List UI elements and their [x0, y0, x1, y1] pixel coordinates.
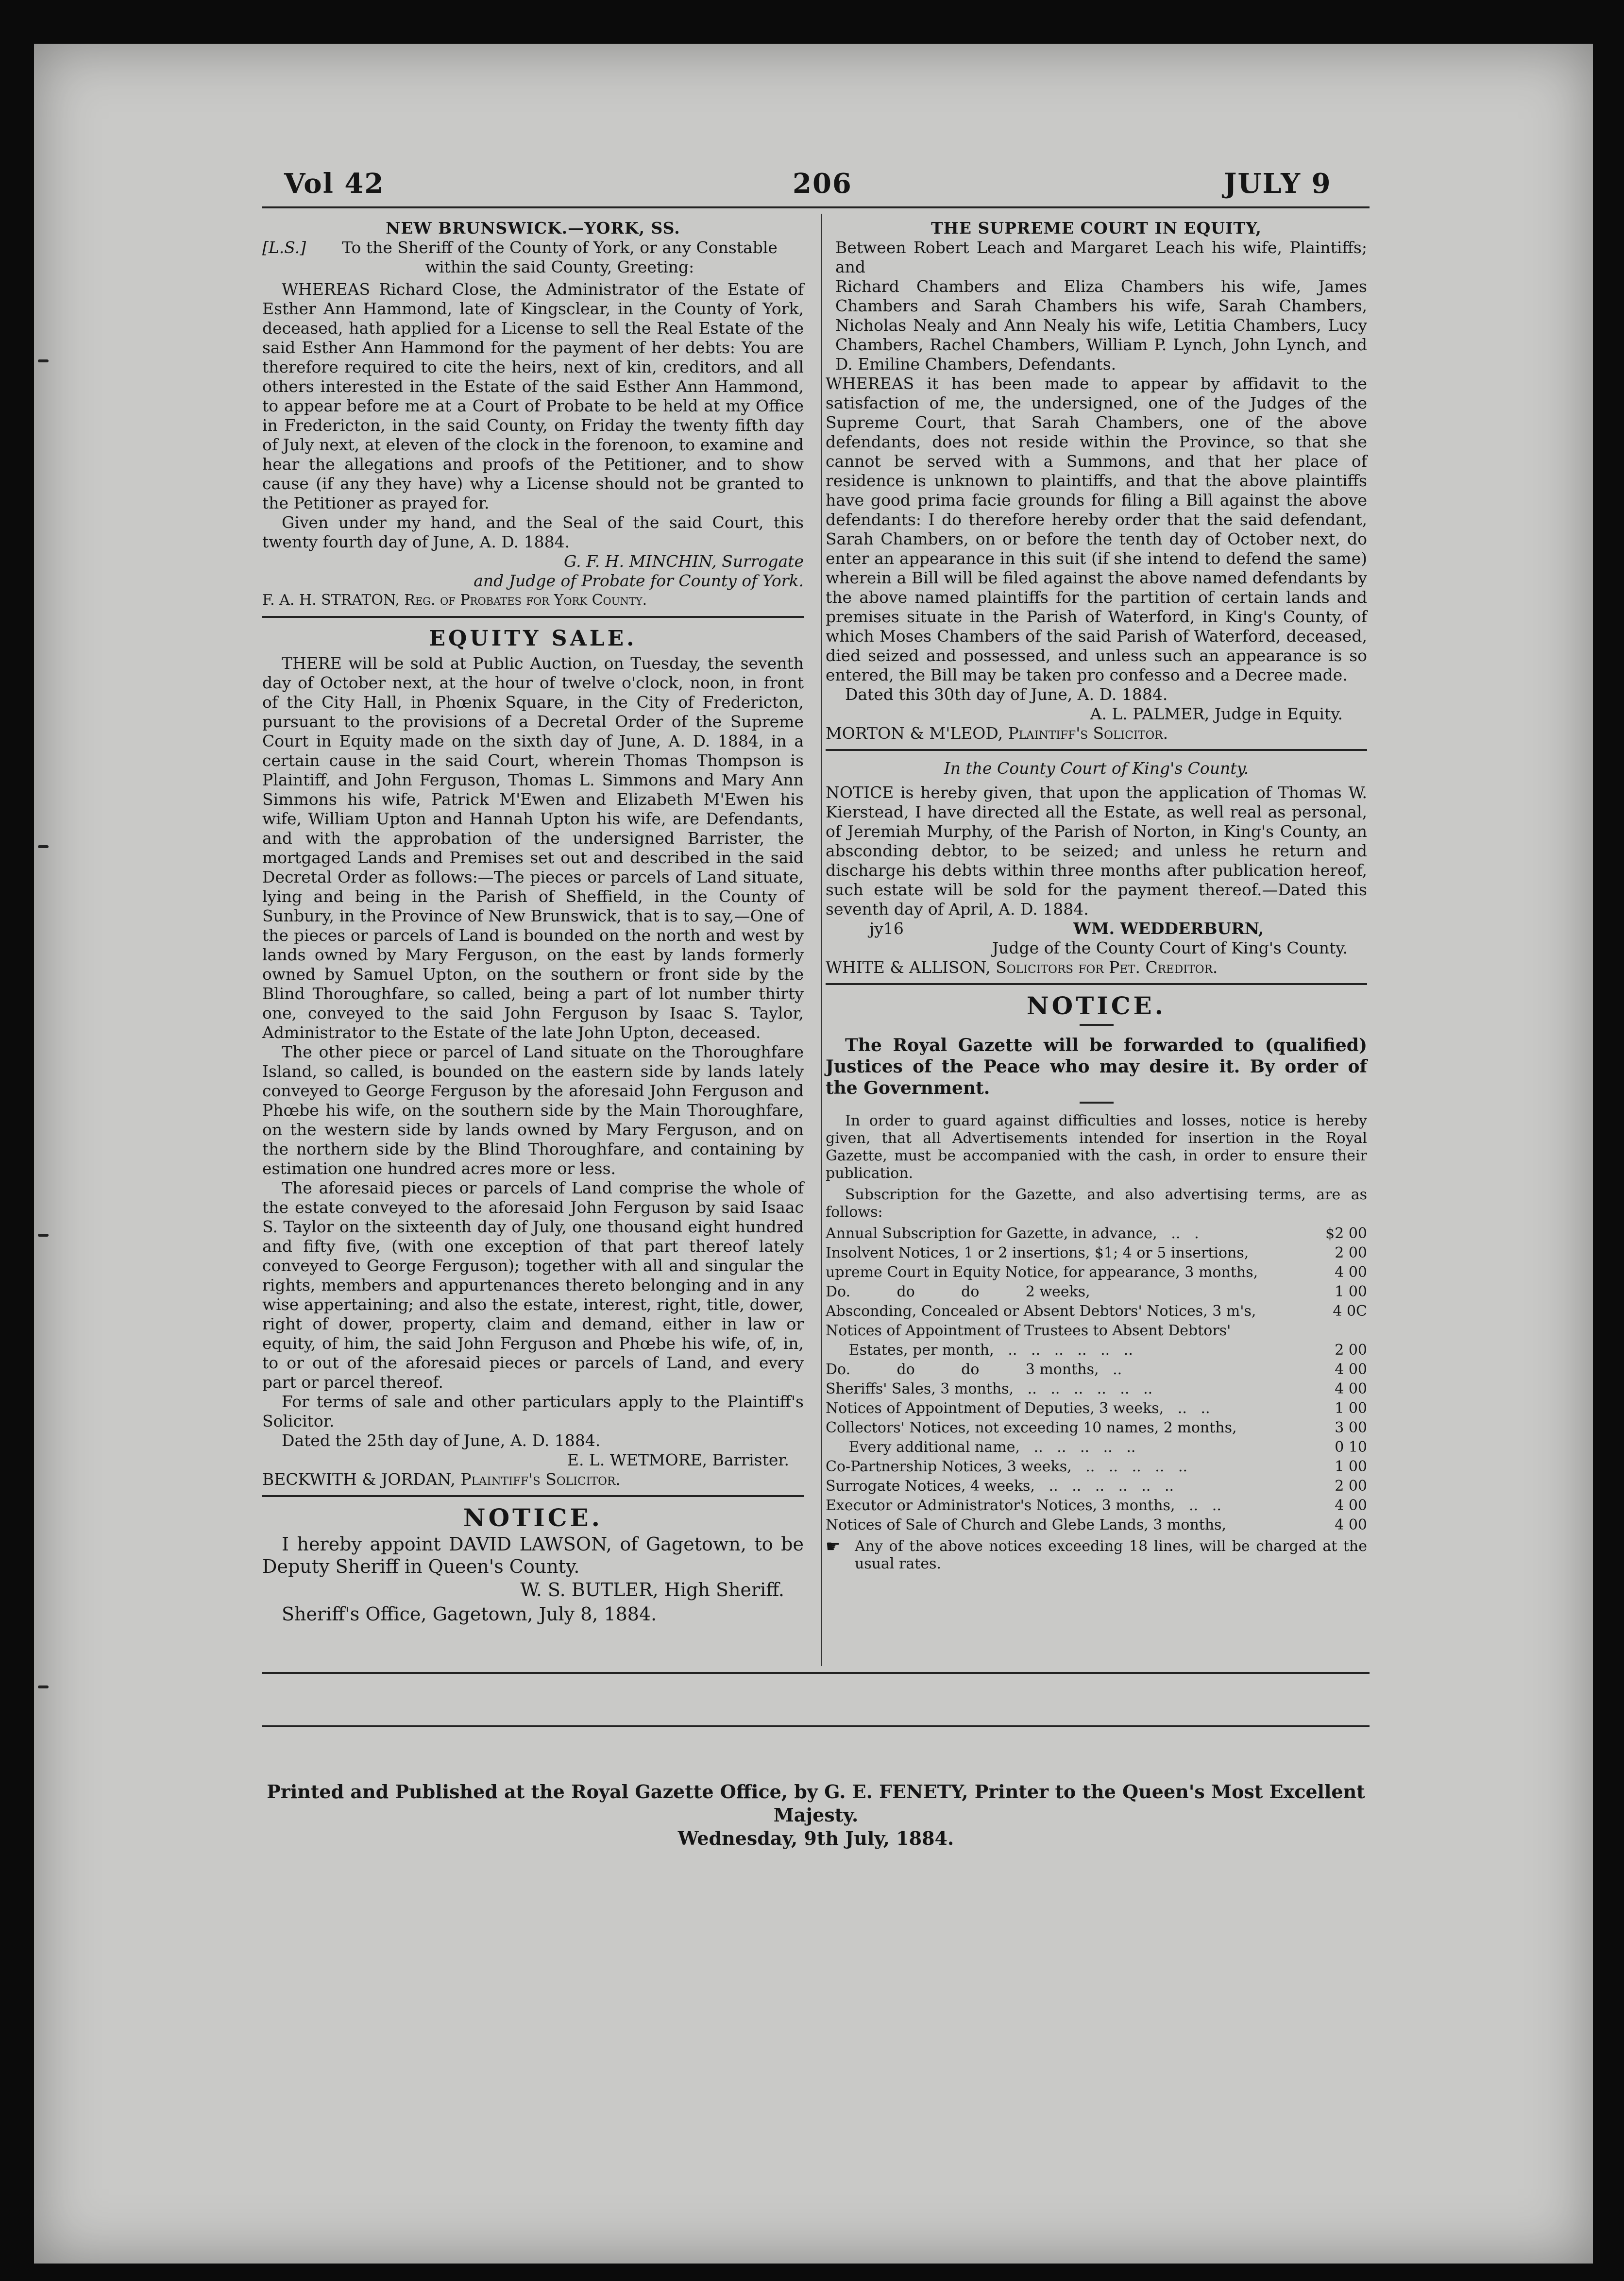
gazette-terms-intro: Subscription for the Gazette, and also advertising terms, are as follows:: [826, 1186, 1367, 1221]
probate-given: Given under my hand, and the Seal of the said Court, this twenty fourth day of June, A. D. 1884.: [262, 513, 804, 551]
rate-row: [826, 1341, 1367, 1360]
rate-label: Executor or Administrator's Notices, 3 months, .. ..: [826, 1497, 1221, 1514]
short-rule: [1080, 1102, 1114, 1104]
rate-value: 2 00: [1335, 1342, 1367, 1359]
rate-row: [826, 1515, 1367, 1535]
rate-row: [826, 1496, 1367, 1515]
section-rule: [262, 616, 804, 618]
rate-value: 2 00: [1335, 1478, 1367, 1495]
rate-value: 4 0C: [1333, 1303, 1367, 1320]
equity-sale: [262, 624, 804, 1489]
court-solicitor: MORTON & M'LEOD, Plaintiff's Solicitor.: [826, 724, 1168, 743]
rate-row: [826, 1263, 1367, 1282]
rate-label: Co-Partnership Notices, 3 weeks, .. .. .. .. ..: [826, 1458, 1188, 1475]
rate-value: 4 00: [1335, 1516, 1367, 1533]
county-court-solicitor: WHITE & ALLISON, Solicitors for Pet. Creditor.: [826, 958, 1218, 977]
seal-mark: [L.S.]: [262, 238, 306, 257]
court-parties: Richard Chambers and Eliza Chambers his wife, James Chambers and Sarah Chambers his wife, Sarah Chambers, Nicholas Nealy and Ann Nealy his wife, Letitia Chambers, Lucy Chambers, Rachel Chambers, William P. Lynch, John Lynch, and D. Emiline Chambers, Defendants.: [835, 277, 1367, 374]
rate-row: [826, 1438, 1367, 1457]
equity-sale-paragraph-1: THERE will be sold at Public Auction, on Tuesday, the seventh day of October next, at the hour of twelve o'clock, noon, in front of the City Hall, in Phœnix Square, in the City of Fredericton, pursuant to the provisions of a Decretal Order of the Supreme Court in Equity made on the sixth day of June, A. D. 1884, in a certain cause in the said Court, wherein Thomas Thompson is Plaintiff, and John Ferguson, Thomas L. Simmons and Mary Ann Simmons his wife, Patrick M'Ewen and Elizabeth M'Ewen his wife, William Upton and Hannah Upton his wife, are Defendants, and with the approbation of the undersigned Barrister, the mortgaged Lands and Premises set out and described in the said Decretal Order as follows:—The pieces or parcels of Land situate, lying and being in the Parish of Sheffield, in the County of Sunbury, in the Province of New Brunswick, that is to say,—One of the pieces or parcels of Land is bounded on the north and west by lands owned by Mary Ferguson, on the east by lands formerly owned by Samuel Upton, on the southern or front side by the Blind Thoroughfare, so called, being a part of lot number thirty one, conveyed to the said John Ferguson by Isaac S. Taylor, Administrator to the Estate of the late John Upton, deceased.: [262, 654, 804, 1042]
probate-body: WHEREAS Richard Close, the Administrator of the Estate of Esther Ann Hammond, late of Kingsclear, in the County of York, deceased, hath applied for a License to sell the Real Estate of the said Esther Ann Hammond for the payment of her debts: You are therefore required to cite the heirs, next of kin, creditors, and all others interested in the Estate of the said Esther Ann Hammond, to appear before me at a Court of Probate to be held at my Office in Fredericton, in the said County, on Friday the twenty fifth day of July next, at eleven of the clock in the forenoon, to examine and hear the allegations and proofs of the Petitioner, and to show cause (if any they have) why a License should not be granted to the Petitioner as prayed for.: [262, 280, 804, 512]
equity-sale-paragraph-4: For terms of sale and other particulars apply to the Plaintiff's Solicitor.: [262, 1392, 804, 1430]
binding-mark: [38, 1234, 49, 1237]
volume-number: Vol 42: [284, 168, 385, 200]
rate-label: Annual Subscription for Gazette, in advance, .. .: [826, 1225, 1199, 1242]
rate-label: Absconding, Concealed or Absent Debtors' Notices, 3 m's,: [826, 1303, 1256, 1320]
court-title: THE SUPREME COURT IN EQUITY,: [931, 219, 1262, 238]
rate-label: Every additional name, .. .. .. .. ..: [826, 1439, 1136, 1456]
rate-row: [826, 1224, 1367, 1243]
county-court-title: In the County Court of King's County.: [944, 759, 1249, 778]
probate-address: To the Sheriff of the County of York, or any Constable within the said County, Greeting:: [342, 238, 778, 276]
court-between: Between Robert Leach and Margaret Leach his wife, Plaintiffs; and: [835, 238, 1367, 276]
deputy-notice-signature: W. S. BUTLER, High Sheriff.: [520, 1579, 784, 1600]
section-rule: [826, 749, 1367, 751]
rate-label: Insolvent Notices, 1 or 2 insertions, $1; 4 or 5 insertions,: [826, 1244, 1249, 1261]
rate-value: 3 00: [1335, 1419, 1367, 1436]
rate-value: $2 00: [1325, 1225, 1367, 1242]
rate-label: Estates, per month, .. .. .. .. .. ..: [826, 1342, 1133, 1359]
rate-row: [826, 1282, 1367, 1302]
binding-mark: [38, 1685, 49, 1688]
right-column: [826, 219, 1367, 1573]
imprint: [262, 1780, 1370, 1850]
equity-sale-signature: E. L. WETMORE, Barrister.: [567, 1450, 789, 1469]
imprint-publisher: Printed and Published at the Royal Gazette Office, by G. E. FENETY, Printer to the Queen's Most Excellent Majesty.: [267, 1781, 1365, 1826]
gazette-notice-title: NOTICE.: [1026, 991, 1167, 1020]
rates-footnote: Any of the above notices exceeding 18 lines, will be charged at the usual rates.: [855, 1538, 1367, 1572]
rate-row: [826, 1302, 1367, 1321]
rate-row: [826, 1379, 1367, 1399]
county-court-code: jy16: [869, 919, 904, 938]
rate-row: [826, 1243, 1367, 1263]
rate-value: 0 10: [1335, 1439, 1367, 1456]
rate-value: 4 00: [1335, 1380, 1367, 1397]
supreme-court-notice: [826, 219, 1367, 743]
equity-sale-solicitor: BECKWITH & JORDAN, Plaintiff's Solicitor.: [262, 1470, 621, 1489]
left-column: [262, 219, 804, 1626]
probate-signature: G. F. H. MINCHIN, Surrogate: [563, 552, 804, 571]
rate-value: 1 00: [1335, 1283, 1367, 1300]
rate-value: 1 00: [1335, 1400, 1367, 1417]
county-court-notice: [826, 759, 1367, 977]
deputy-sheriff-notice: [262, 1503, 804, 1626]
county-court-signature: WM. WEDDERBURN,: [1073, 919, 1264, 938]
court-dated: Dated this 30th day of June, A. D. 1884.: [845, 685, 1168, 704]
probate-registrar: F. A. H. STRATON, Reg. of Probates for York County.: [262, 592, 647, 609]
equity-sale-paragraph-3: The aforesaid pieces or parcels of Land comprise the whole of the estate conveyed to the aforesaid John Ferguson by said Isaac S. Taylor on the sixteenth day of July, one thousand eight hundred and fifty five, (with one exception of that part thereof lately conveyed to George Ferguson); together with all and singular the rights, members and appurtenances thereto belonging and in any wise appertaining; and also the estate, interest, right, title, dower, right of dower, property, claim and demand, either in law or equity, of him, the said John Ferguson and Phœbe his wife, of, in, to or out of the aforesaid pieces or parcels of Land, and every part or parcel thereof.: [262, 1178, 804, 1392]
rate-label: Notices of Sale of Church and Glebe Lands, 3 months,: [826, 1516, 1227, 1533]
rate-label: Do. do do 3 months, ..: [826, 1361, 1122, 1378]
rate-label: Collectors' Notices, not exceeding 10 names, 2 months,: [826, 1419, 1237, 1436]
equity-sale-title: EQUITY SALE.: [429, 626, 637, 651]
probate-title: NEW BRUNSWICK.—YORK, SS.: [386, 219, 680, 238]
header-rule: [262, 206, 1370, 208]
rate-label: Surrogate Notices, 4 weeks, .. .. .. .. .. ..: [826, 1478, 1174, 1495]
deputy-notice-office: Sheriff's Office, Gagetown, July 8, 1884.: [282, 1603, 657, 1625]
rate-row: [826, 1457, 1367, 1477]
rate-label: Sheriffs' Sales, 3 months, .. .. .. .. .. ..: [826, 1380, 1153, 1397]
binding-mark: [38, 359, 49, 362]
issue-date: JULY 9: [1224, 168, 1332, 200]
short-rule: [1080, 1024, 1114, 1026]
pointing-hand-icon: ☛: [826, 1537, 841, 1556]
rate-row: [826, 1360, 1367, 1379]
section-rule: [826, 983, 1367, 985]
gazette-guard-notice: In order to guard against difficulties and losses, notice is hereby given, that all Advertisements intended for insertion in the Royal Gazette, must be accompanied with the cash, in order to ensure their publication.: [826, 1112, 1367, 1182]
binding-mark: [38, 845, 49, 848]
equity-sale-paragraph-2: The other piece or parcel of Land situate on the Thoroughfare Island, so called, is bounded on the eastern side by lands lately conveyed to George Ferguson by the aforesaid John Ferguson and Phœbe his wife, on the southern side by the Main Thoroughfare, on the western side by lands owned by Mary Ferguson, and on the northern side by the Blind Thoroughfare, and containing by estimation one hundred acres more or less.: [262, 1042, 804, 1178]
equity-sale-dated: Dated the 25th day of June, A. D. 1884.: [282, 1431, 601, 1450]
rate-row: [826, 1321, 1367, 1341]
court-body: WHEREAS it has been made to appear by affidavit to the satisfaction of me, the undersigned, one of the Judges of the Supreme Court, that Sarah Chambers, one of the above defendants, does not reside within the Province, so that she cannot be served with a Summons, and that her place of residence is unknown to plaintiffs, and that the above plaintiffs have good prima facie grounds for filing a Bill against the above defendants: I do therefore hereby order that the said defendant, Sarah Chambers, on or before the tenth day of October next, do enter an appearance in this suit (if she intend to defend the same) wherein a Bill will be filed against the above named defendants by the above named plaintiffs for the partition of certain lands and premises situate in the Parish of Waterford, in King's County, of which Moses Chambers of the said Parish of Waterford, deceased, died seized and possessed, and unless such an appearance is so entered, the Bill may be taken pro confesso and a Decree made.: [826, 374, 1367, 684]
rate-label: upreme Court in Equity Notice, for appearance, 3 months,: [826, 1264, 1258, 1281]
rate-value: 4 00: [1335, 1361, 1367, 1378]
probate-citation: [262, 219, 804, 610]
court-signature: A. L. PALMER, Judge in Equity.: [1090, 704, 1343, 723]
deputy-notice-body: I hereby appoint DAVID LAWSON, of Gagetown, to be Deputy Sheriff in Queen's County.: [262, 1533, 804, 1577]
rate-label: Notices of Appointment of Deputies, 3 weeks, .. ..: [826, 1400, 1210, 1417]
rate-label: Do. do do 2 weeks,: [826, 1283, 1090, 1300]
rate-row: [826, 1399, 1367, 1418]
rate-row: [826, 1418, 1367, 1438]
county-court-body: NOTICE is hereby given, that upon the application of Thomas W. Kierstead, I have directed all the Estate, as well real as personal, of Jeremiah Murphy, of the Parish of Norton, in King's County, an absconding debtor, to be seized; and unless he return and discharge his debts within three months after publication hereof, such estate will be sold for the payment thereof.—Dated this seventh day of April, A. D. 1884.: [826, 783, 1367, 919]
rate-value: 4 00: [1335, 1497, 1367, 1514]
page-number: 206: [793, 168, 852, 200]
gazette-notice: [826, 991, 1367, 1573]
imprint-date: Wednesday, 9th July, 1884.: [677, 1827, 954, 1849]
rate-label: Notices of Appointment of Trustees to Absent Debtors': [826, 1322, 1231, 1339]
probate-signature-title: and Judge of Probate for County of York.: [474, 571, 804, 590]
rate-value: 1 00: [1335, 1458, 1367, 1475]
rates-table: [826, 1224, 1367, 1535]
rate-value: 2 00: [1335, 1244, 1367, 1261]
rate-row: [826, 1477, 1367, 1496]
bottom-rule: [262, 1672, 1370, 1674]
county-court-signature-title: Judge of the County Court of King's County.: [992, 938, 1348, 957]
deputy-notice-title: NOTICE.: [463, 1503, 603, 1532]
gazette-distribution: The Royal Gazette will be forwarded to (qualified) Justices of the Peace who may desire it. By order of the Government.: [826, 1035, 1367, 1098]
bottom-rule: [262, 1725, 1370, 1727]
section-rule: [262, 1495, 804, 1497]
rate-value: 4 00: [1335, 1264, 1367, 1281]
column-divider: [821, 214, 822, 1666]
